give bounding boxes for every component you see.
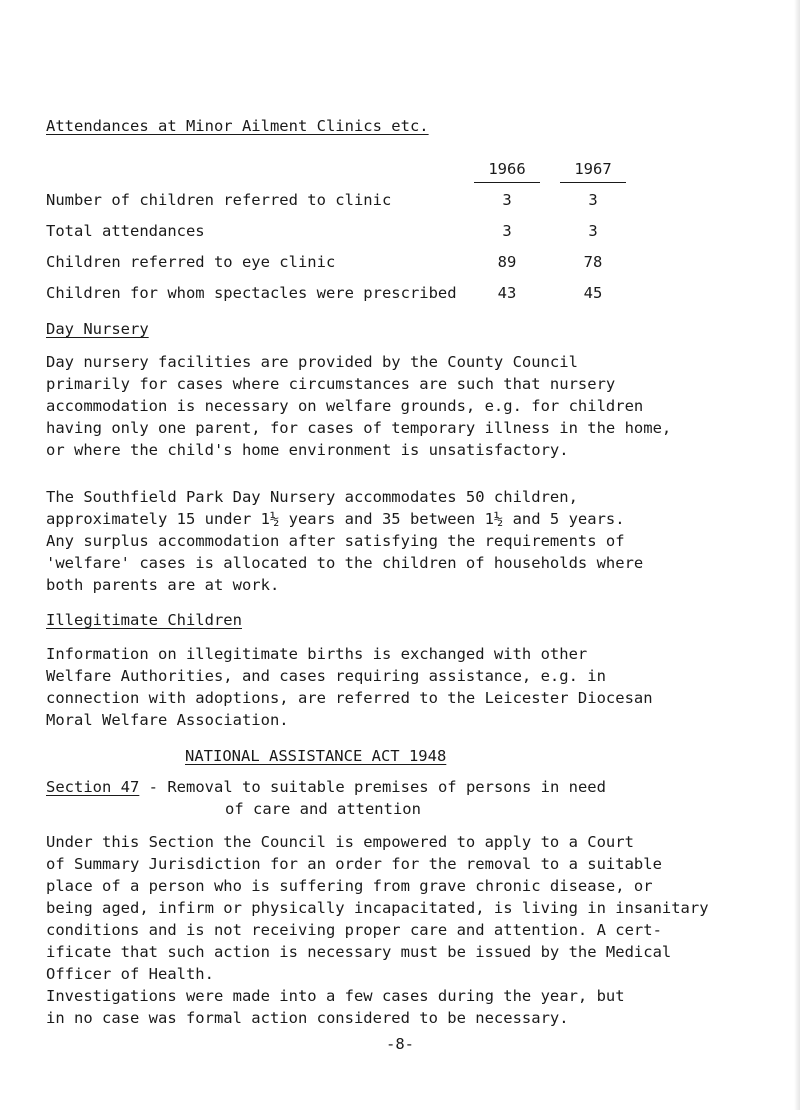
value-1966: 3 [502,190,512,209]
act-paragraph-2: Investigations were made into a few cases during the year, but in no case was formal action considered to be necessary. [46,987,625,1027]
row-label: Children referred to eye clinic [46,252,336,271]
value-1967: 45 [583,283,603,302]
value-1966: 43 [497,283,517,302]
act-paragraph-1: Under this Section the Council is empowered to apply to a Court of Summary Jurisdiction for an order for the removal to a suitable place of a person who is suffering from grave chronic disease, or being aged, infirm or physically incapacitated, is living in insanitary conditions and is not receiving proper care and attention. A cert- ificate that such action is necessary must be issued by the Medical Officer of Health. [46,833,709,983]
table-row [46,246,636,277]
value-1966: 3 [502,221,512,240]
value-1967: 78 [583,252,603,271]
attendances-table [46,158,636,308]
day-nursery-heading: Day Nursery [46,320,149,338]
act-heading: NATIONAL ASSISTANCE ACT 1948 [185,747,447,765]
section-label: Section 47 [46,778,140,796]
scan-edge [794,0,800,1110]
illegitimate-heading: Illegitimate Children [46,611,242,629]
row-label: Number of children referred to clinic [46,190,392,209]
year-header-1967: 1967 [550,158,636,184]
day-nursery-paragraph-1: Day nursery facilities are provided by the County Council primarily for cases where circumstances are such that nursery accommodation is necessary on welfare grounds, e.g. for children having only one parent, for cases of temporary illness in the home, or where the child's home environment is unsatisfactory. [46,353,672,459]
value-1967: 3 [588,190,598,209]
section-title-line-2: of care and attention [225,800,421,818]
table-header-row [46,158,636,184]
value-1967: 3 [588,221,598,240]
year-header-1966: 1966 [464,158,550,184]
row-label: Total attendances [46,221,205,240]
attendances-heading: Attendances at Minor Ailment Clinics etc. [46,117,429,135]
table-row [46,184,636,215]
day-nursery-paragraph-2: The Southfield Park Day Nursery accommodates 50 children, approximately 15 under 1½ years and 35 between 1½ and 5 years. Any surplus accommodation after satisfying the requirements of 'welfare' cases is allocated to the children of households where both parents are at work. [46,488,644,594]
row-label: Children for whom spectacles were prescribed [46,283,457,302]
page-number: -8- [386,1035,414,1053]
section-47-heading: Section 47 - Removal to suitable premises of persons in need [46,778,606,796]
table-row [46,277,636,308]
illegitimate-paragraph: Information on illegitimate births is exchanged with other Welfare Authorities, and cases requiring assistance, e.g. in connection with adoptions, are referred to the Leicester Diocesan Moral Welfare Association. [46,645,653,729]
value-1966: 89 [497,252,517,271]
section-title-line-1: Removal to suitable premises of persons in need [167,778,606,796]
table-row [46,215,636,246]
